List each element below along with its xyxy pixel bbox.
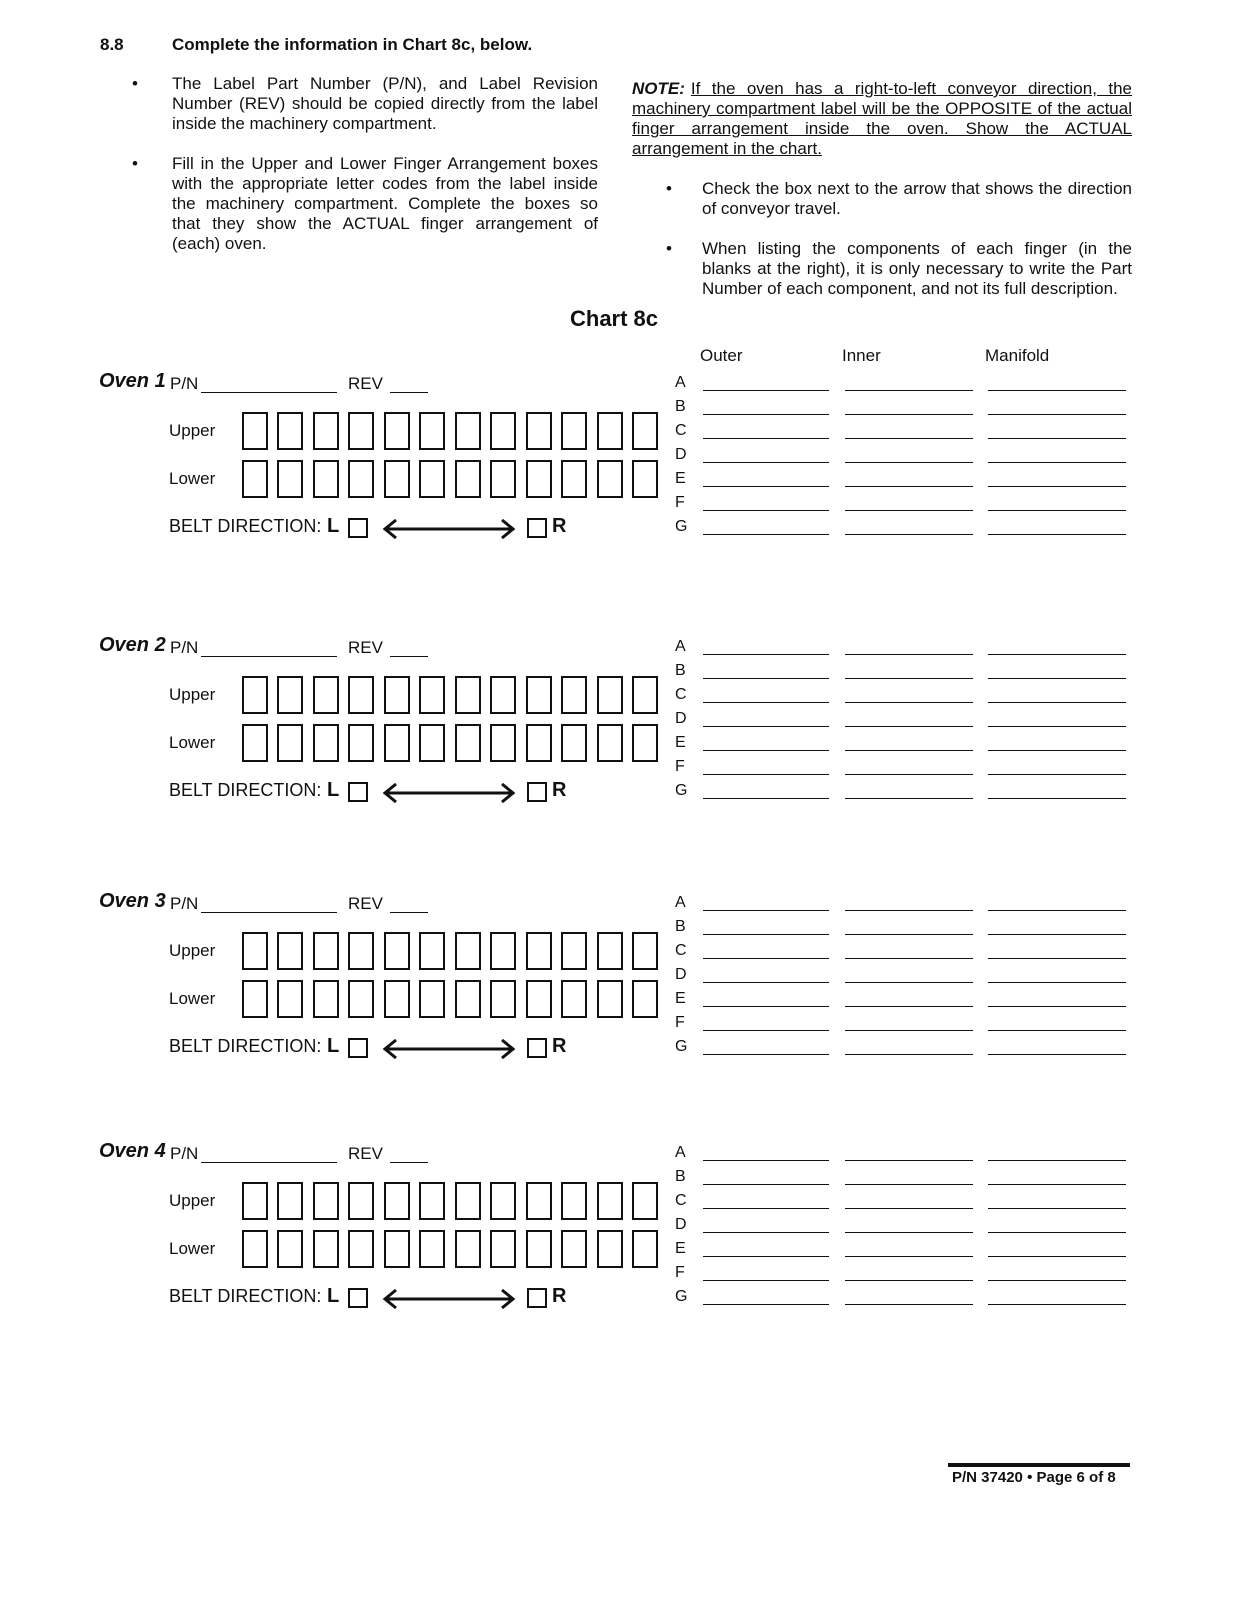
outer-part-field[interactable]: [703, 1184, 829, 1185]
manifold-part-field[interactable]: [988, 774, 1126, 775]
upper-finger-box[interactable]: [277, 1182, 303, 1220]
upper-finger-box[interactable]: [490, 412, 516, 450]
upper-finger-box[interactable]: [597, 932, 623, 970]
lower-finger-box[interactable]: [455, 460, 481, 498]
revision-label: REV: [348, 894, 383, 913]
outer-part-field[interactable]: [703, 910, 829, 911]
inner-part-field[interactable]: [845, 534, 973, 535]
lower-finger-box[interactable]: [384, 1230, 410, 1268]
inner-part-field[interactable]: [845, 798, 973, 799]
upper-finger-box[interactable]: [348, 676, 374, 714]
outer-part-field[interactable]: [703, 750, 829, 751]
revision-label: REV: [348, 1144, 383, 1163]
lower-finger-box[interactable]: [526, 980, 552, 1018]
part-number-field[interactable]: [201, 898, 337, 913]
outer-part-field[interactable]: [703, 1232, 829, 1233]
instruction-item: [666, 179, 1132, 219]
part-number-field[interactable]: [201, 642, 337, 657]
part-number-label: P/N: [170, 1144, 199, 1163]
manifold-part-field[interactable]: [988, 1232, 1126, 1233]
part-number-label: P/N: [170, 638, 199, 657]
upper-finger-box[interactable]: [490, 676, 516, 714]
outer-part-field[interactable]: [703, 654, 829, 655]
upper-finger-box[interactable]: [242, 676, 268, 714]
upper-finger-box[interactable]: [455, 412, 481, 450]
column-header-outer: Outer: [700, 346, 743, 365]
upper-finger-box[interactable]: [561, 932, 587, 970]
lower-finger-box[interactable]: [632, 460, 658, 498]
belt-left-checkbox[interactable]: [348, 782, 368, 802]
upper-finger-box[interactable]: [384, 676, 410, 714]
belt-left-label: L: [327, 1035, 340, 1057]
upper-finger-box[interactable]: [242, 932, 268, 970]
finger-letter: B: [675, 918, 686, 935]
inner-part-field[interactable]: [845, 982, 973, 983]
revision-label: REV: [348, 638, 383, 657]
bullet-icon: •: [132, 74, 138, 93]
manifold-part-field[interactable]: [988, 910, 1126, 911]
upper-label: Upper: [169, 421, 216, 440]
lower-finger-box[interactable]: [348, 724, 374, 762]
finger-letter: B: [675, 1168, 686, 1185]
footer-page: Page 6 of 8: [1036, 1469, 1116, 1486]
finger-letter: A: [675, 1144, 686, 1161]
belt-right-checkbox[interactable]: [527, 1038, 547, 1058]
inner-part-field[interactable]: [845, 1232, 973, 1233]
outer-part-field[interactable]: [703, 438, 829, 439]
lower-finger-box[interactable]: [632, 724, 658, 762]
upper-finger-box[interactable]: [242, 412, 268, 450]
column-header-inner: Inner: [842, 346, 881, 365]
oven-label: Oven 3: [99, 890, 166, 912]
manifold-part-field[interactable]: [988, 1256, 1126, 1257]
finger-letter: E: [675, 470, 686, 487]
inner-part-field[interactable]: [845, 1160, 973, 1161]
lower-finger-box[interactable]: [561, 980, 587, 1018]
belt-left-label: L: [327, 1285, 340, 1307]
upper-finger-box[interactable]: [455, 1182, 481, 1220]
manifold-part-field[interactable]: [988, 678, 1126, 679]
upper-label: Upper: [169, 685, 216, 704]
lower-finger-box[interactable]: [242, 724, 268, 762]
upper-finger-box[interactable]: [313, 676, 339, 714]
outer-part-field[interactable]: [703, 390, 829, 391]
belt-left-label: L: [327, 515, 340, 537]
lower-finger-box[interactable]: [348, 980, 374, 1018]
lower-finger-box[interactable]: [632, 1230, 658, 1268]
double-arrow-icon: [382, 1038, 516, 1060]
instruction-text: When listing the components of each finger (in the blanks at the right), it is only necessary to write the Part Number of each component, and not its full description.: [702, 239, 1132, 298]
outer-part-field[interactable]: [703, 1280, 829, 1281]
outer-part-field[interactable]: [703, 798, 829, 799]
upper-finger-box[interactable]: [632, 412, 658, 450]
double-arrow-icon: [382, 782, 516, 804]
inner-part-field[interactable]: [845, 486, 973, 487]
inner-part-field[interactable]: [845, 1006, 973, 1007]
lower-finger-box[interactable]: [632, 980, 658, 1018]
part-number-field[interactable]: [201, 1148, 337, 1163]
lower-finger-box[interactable]: [277, 460, 303, 498]
lower-finger-box[interactable]: [313, 724, 339, 762]
manifold-part-field[interactable]: [988, 486, 1126, 487]
finger-letter: C: [675, 1192, 687, 1209]
inner-part-field[interactable]: [845, 390, 973, 391]
manifold-part-field[interactable]: [988, 1280, 1126, 1281]
inner-part-field[interactable]: [845, 1184, 973, 1185]
outer-part-field[interactable]: [703, 774, 829, 775]
manifold-part-field[interactable]: [988, 438, 1126, 439]
upper-finger-box[interactable]: [561, 1182, 587, 1220]
lower-finger-box[interactable]: [526, 724, 552, 762]
finger-letter: G: [675, 782, 688, 799]
belt-left-checkbox[interactable]: [348, 1038, 368, 1058]
manifold-part-field[interactable]: [988, 982, 1126, 983]
upper-finger-box[interactable]: [526, 676, 552, 714]
finger-letter: E: [675, 990, 686, 1007]
manifold-part-field[interactable]: [988, 750, 1126, 751]
inner-part-field[interactable]: [845, 702, 973, 703]
instructions-right: [632, 79, 1132, 319]
manifold-part-field[interactable]: [988, 1304, 1126, 1305]
part-number-field[interactable]: [201, 378, 337, 393]
belt-right-checkbox[interactable]: [527, 782, 547, 802]
lower-label: Lower: [169, 1239, 216, 1258]
upper-finger-box[interactable]: [348, 932, 374, 970]
inner-part-field[interactable]: [845, 1054, 973, 1055]
upper-finger-box[interactable]: [384, 1182, 410, 1220]
lower-finger-box[interactable]: [490, 1230, 516, 1268]
upper-finger-box[interactable]: [597, 412, 623, 450]
belt-right-label: R: [552, 1285, 567, 1307]
outer-part-field[interactable]: [703, 1054, 829, 1055]
instruction-item: [132, 74, 598, 134]
instruction-item: [666, 239, 1132, 299]
lower-finger-box[interactable]: [419, 460, 445, 498]
lower-finger-box[interactable]: [348, 460, 374, 498]
finger-letter: E: [675, 734, 686, 751]
lower-finger-box[interactable]: [597, 1230, 623, 1268]
upper-finger-box[interactable]: [419, 412, 445, 450]
outer-part-field[interactable]: [703, 1006, 829, 1007]
chart-title: Chart 8c: [570, 306, 659, 331]
revision-field[interactable]: [390, 898, 428, 913]
lower-finger-box[interactable]: [455, 980, 481, 1018]
upper-finger-box[interactable]: [277, 676, 303, 714]
manifold-part-field[interactable]: [988, 1208, 1126, 1209]
upper-finger-box[interactable]: [490, 1182, 516, 1220]
upper-finger-box[interactable]: [277, 412, 303, 450]
finger-letter: F: [675, 1264, 685, 1281]
lower-finger-box[interactable]: [313, 460, 339, 498]
lower-finger-box[interactable]: [242, 1230, 268, 1268]
lower-finger-box[interactable]: [490, 460, 516, 498]
outer-part-field[interactable]: [703, 1256, 829, 1257]
part-number-label: P/N: [170, 894, 199, 913]
inner-part-field[interactable]: [845, 934, 973, 935]
footer: [952, 1469, 1116, 1486]
upper-label: Upper: [169, 1191, 216, 1210]
upper-finger-box[interactable]: [597, 1182, 623, 1220]
manifold-part-field[interactable]: [988, 534, 1126, 535]
manifold-part-field[interactable]: [988, 390, 1126, 391]
lower-finger-box[interactable]: [455, 1230, 481, 1268]
manifold-part-field[interactable]: [988, 1160, 1126, 1161]
lower-finger-box[interactable]: [242, 460, 268, 498]
manifold-part-field[interactable]: [988, 702, 1126, 703]
finger-letter: F: [675, 1014, 685, 1031]
finger-letter: G: [675, 1038, 688, 1055]
instruction-text: Check the box next to the arrow that shows the direction of conveyor travel.: [702, 179, 1132, 218]
lower-finger-box[interactable]: [348, 1230, 374, 1268]
upper-finger-box[interactable]: [313, 412, 339, 450]
inner-part-field[interactable]: [845, 438, 973, 439]
manifold-part-field[interactable]: [988, 726, 1126, 727]
upper-finger-box[interactable]: [348, 1182, 374, 1220]
manifold-part-field[interactable]: [988, 1030, 1126, 1031]
upper-finger-box[interactable]: [632, 676, 658, 714]
belt-right-label: R: [552, 515, 567, 537]
outer-part-field[interactable]: [703, 1304, 829, 1305]
lower-finger-box[interactable]: [419, 980, 445, 1018]
finger-letter: D: [675, 1216, 687, 1233]
lower-label: Lower: [169, 469, 216, 488]
lower-finger-box[interactable]: [277, 980, 303, 1018]
footer-separator: •: [1027, 1469, 1033, 1486]
outer-part-field[interactable]: [703, 678, 829, 679]
upper-finger-box[interactable]: [384, 932, 410, 970]
inner-part-field[interactable]: [845, 1280, 973, 1281]
lower-finger-box[interactable]: [597, 460, 623, 498]
upper-finger-box[interactable]: [597, 676, 623, 714]
manifold-part-field[interactable]: [988, 1184, 1126, 1185]
note-block: [632, 79, 1132, 159]
outer-part-field[interactable]: [703, 958, 829, 959]
finger-letter: F: [675, 758, 685, 775]
upper-finger-box[interactable]: [313, 932, 339, 970]
outer-part-field[interactable]: [703, 486, 829, 487]
inner-part-field[interactable]: [845, 1256, 973, 1257]
upper-finger-box[interactable]: [455, 676, 481, 714]
lower-finger-box[interactable]: [561, 724, 587, 762]
lower-finger-box[interactable]: [313, 980, 339, 1018]
upper-finger-box[interactable]: [561, 412, 587, 450]
outer-part-field[interactable]: [703, 414, 829, 415]
finger-letter: D: [675, 710, 687, 727]
belt-left-label: L: [327, 779, 340, 801]
section-number: 8.8: [100, 35, 124, 54]
instructions-left: [132, 74, 598, 274]
inner-part-field[interactable]: [845, 1208, 973, 1209]
upper-finger-box[interactable]: [561, 676, 587, 714]
lower-finger-box[interactable]: [313, 1230, 339, 1268]
manifold-part-field[interactable]: [988, 798, 1126, 799]
belt-right-label: R: [552, 1035, 567, 1057]
upper-finger-box[interactable]: [313, 1182, 339, 1220]
inner-part-field[interactable]: [845, 1030, 973, 1031]
oven-label: Oven 4: [99, 1140, 166, 1162]
upper-finger-box[interactable]: [384, 412, 410, 450]
manifold-part-field[interactable]: [988, 958, 1126, 959]
manifold-part-field[interactable]: [988, 510, 1126, 511]
belt-direction-label: BELT DIRECTION:: [169, 1286, 322, 1306]
upper-finger-box[interactable]: [348, 412, 374, 450]
upper-finger-box[interactable]: [242, 1182, 268, 1220]
revision-field[interactable]: [390, 378, 428, 393]
finger-letter: A: [675, 374, 686, 391]
belt-left-checkbox[interactable]: [348, 1288, 368, 1308]
footer-rule: [948, 1463, 1130, 1467]
lower-finger-box[interactable]: [384, 460, 410, 498]
lower-finger-box[interactable]: [490, 980, 516, 1018]
bullet-icon: •: [132, 154, 138, 173]
finger-letter: G: [675, 518, 688, 535]
finger-letter: F: [675, 494, 685, 511]
lower-finger-box[interactable]: [455, 724, 481, 762]
lower-finger-box[interactable]: [242, 980, 268, 1018]
inner-part-field[interactable]: [845, 510, 973, 511]
footer-part-number: P/N 37420: [952, 1469, 1023, 1486]
finger-letter: D: [675, 966, 687, 983]
inner-part-field[interactable]: [845, 958, 973, 959]
inner-part-field[interactable]: [845, 750, 973, 751]
outer-part-field[interactable]: [703, 702, 829, 703]
column-header-manifold: Manifold: [985, 346, 1050, 365]
finger-letter: E: [675, 1240, 686, 1257]
part-number-label: P/N: [170, 374, 199, 393]
finger-letter: G: [675, 1288, 688, 1305]
belt-direction-label: BELT DIRECTION:: [169, 1036, 322, 1056]
finger-letter: B: [675, 398, 686, 415]
instruction-text: Fill in the Upper and Lower Finger Arrangement boxes with the appropriate letter codes from the label inside the machinery compartment. Complete the boxes so that they show the ACTUAL finger arrangement of (each) oven.: [172, 154, 598, 253]
lower-finger-box[interactable]: [526, 1230, 552, 1268]
double-arrow-icon: [382, 518, 516, 540]
lower-finger-box[interactable]: [526, 460, 552, 498]
upper-finger-box[interactable]: [632, 1182, 658, 1220]
manifold-part-field[interactable]: [988, 414, 1126, 415]
manifold-part-field[interactable]: [988, 1054, 1126, 1055]
upper-finger-box[interactable]: [277, 932, 303, 970]
lower-finger-box[interactable]: [277, 1230, 303, 1268]
finger-letter: C: [675, 686, 687, 703]
upper-finger-box[interactable]: [490, 932, 516, 970]
outer-part-field[interactable]: [703, 982, 829, 983]
inner-part-field[interactable]: [845, 678, 973, 679]
outer-part-field[interactable]: [703, 534, 829, 535]
upper-finger-box[interactable]: [632, 932, 658, 970]
finger-letter: C: [675, 942, 687, 959]
finger-letter: B: [675, 662, 686, 679]
outer-part-field[interactable]: [703, 1208, 829, 1209]
belt-direction-label: BELT DIRECTION:: [169, 516, 322, 536]
inner-part-field[interactable]: [845, 414, 973, 415]
inner-part-field[interactable]: [845, 1304, 973, 1305]
finger-letter: A: [675, 894, 686, 911]
upper-finger-box[interactable]: [419, 676, 445, 714]
note-text: If the oven has a right-to-left conveyor direction, the machinery compartment label will be the OPPOSITE of the actual finger arrangement inside the oven. Show the ACTUAL arrangement in the chart.: [632, 79, 1132, 158]
manifold-part-field[interactable]: [988, 654, 1126, 655]
lower-label: Lower: [169, 733, 216, 752]
manifold-part-field[interactable]: [988, 462, 1126, 463]
lower-finger-box[interactable]: [384, 724, 410, 762]
outer-part-field[interactable]: [703, 510, 829, 511]
belt-right-checkbox[interactable]: [527, 518, 547, 538]
lower-finger-box[interactable]: [561, 460, 587, 498]
upper-finger-box[interactable]: [455, 932, 481, 970]
revision-field[interactable]: [390, 1148, 428, 1163]
outer-part-field[interactable]: [703, 1030, 829, 1031]
inner-part-field[interactable]: [845, 774, 973, 775]
outer-part-field[interactable]: [703, 934, 829, 935]
manifold-part-field[interactable]: [988, 934, 1126, 935]
inner-part-field[interactable]: [845, 462, 973, 463]
section-title: Complete the information in Chart 8c, below.: [172, 35, 533, 54]
belt-right-checkbox[interactable]: [527, 1288, 547, 1308]
lower-finger-box[interactable]: [561, 1230, 587, 1268]
finger-letter: C: [675, 422, 687, 439]
oven-label: Oven 1: [99, 370, 166, 392]
lower-finger-box[interactable]: [384, 980, 410, 1018]
outer-part-field[interactable]: [703, 726, 829, 727]
oven-label: Oven 2: [99, 634, 166, 656]
inner-part-field[interactable]: [845, 910, 973, 911]
upper-finger-box[interactable]: [419, 932, 445, 970]
upper-finger-box[interactable]: [526, 1182, 552, 1220]
upper-finger-box[interactable]: [526, 932, 552, 970]
belt-right-label: R: [552, 779, 567, 801]
bullet-icon: •: [666, 239, 672, 258]
finger-letter: A: [675, 638, 686, 655]
lower-finger-box[interactable]: [419, 724, 445, 762]
bullet-icon: •: [666, 179, 672, 198]
instruction-text: The Label Part Number (P/N), and Label Revision Number (REV) should be copied directly from the label inside the machinery compartment.: [172, 74, 598, 133]
double-arrow-icon: [382, 1288, 516, 1310]
inner-part-field[interactable]: [845, 726, 973, 727]
lower-finger-box[interactable]: [597, 980, 623, 1018]
lower-finger-box[interactable]: [597, 724, 623, 762]
upper-label: Upper: [169, 941, 216, 960]
outer-part-field[interactable]: [703, 462, 829, 463]
lower-finger-box[interactable]: [490, 724, 516, 762]
upper-finger-box[interactable]: [526, 412, 552, 450]
instruction-item: [132, 154, 598, 254]
lower-finger-box[interactable]: [419, 1230, 445, 1268]
belt-left-checkbox[interactable]: [348, 518, 368, 538]
lower-label: Lower: [169, 989, 216, 1008]
finger-letter: D: [675, 446, 687, 463]
lower-finger-box[interactable]: [277, 724, 303, 762]
manifold-part-field[interactable]: [988, 1006, 1126, 1007]
belt-direction-label: BELT DIRECTION:: [169, 780, 322, 800]
inner-part-field[interactable]: [845, 654, 973, 655]
upper-finger-box[interactable]: [419, 1182, 445, 1220]
note-label: NOTE:: [632, 79, 685, 98]
revision-field[interactable]: [390, 642, 428, 657]
outer-part-field[interactable]: [703, 1160, 829, 1161]
revision-label: REV: [348, 374, 383, 393]
